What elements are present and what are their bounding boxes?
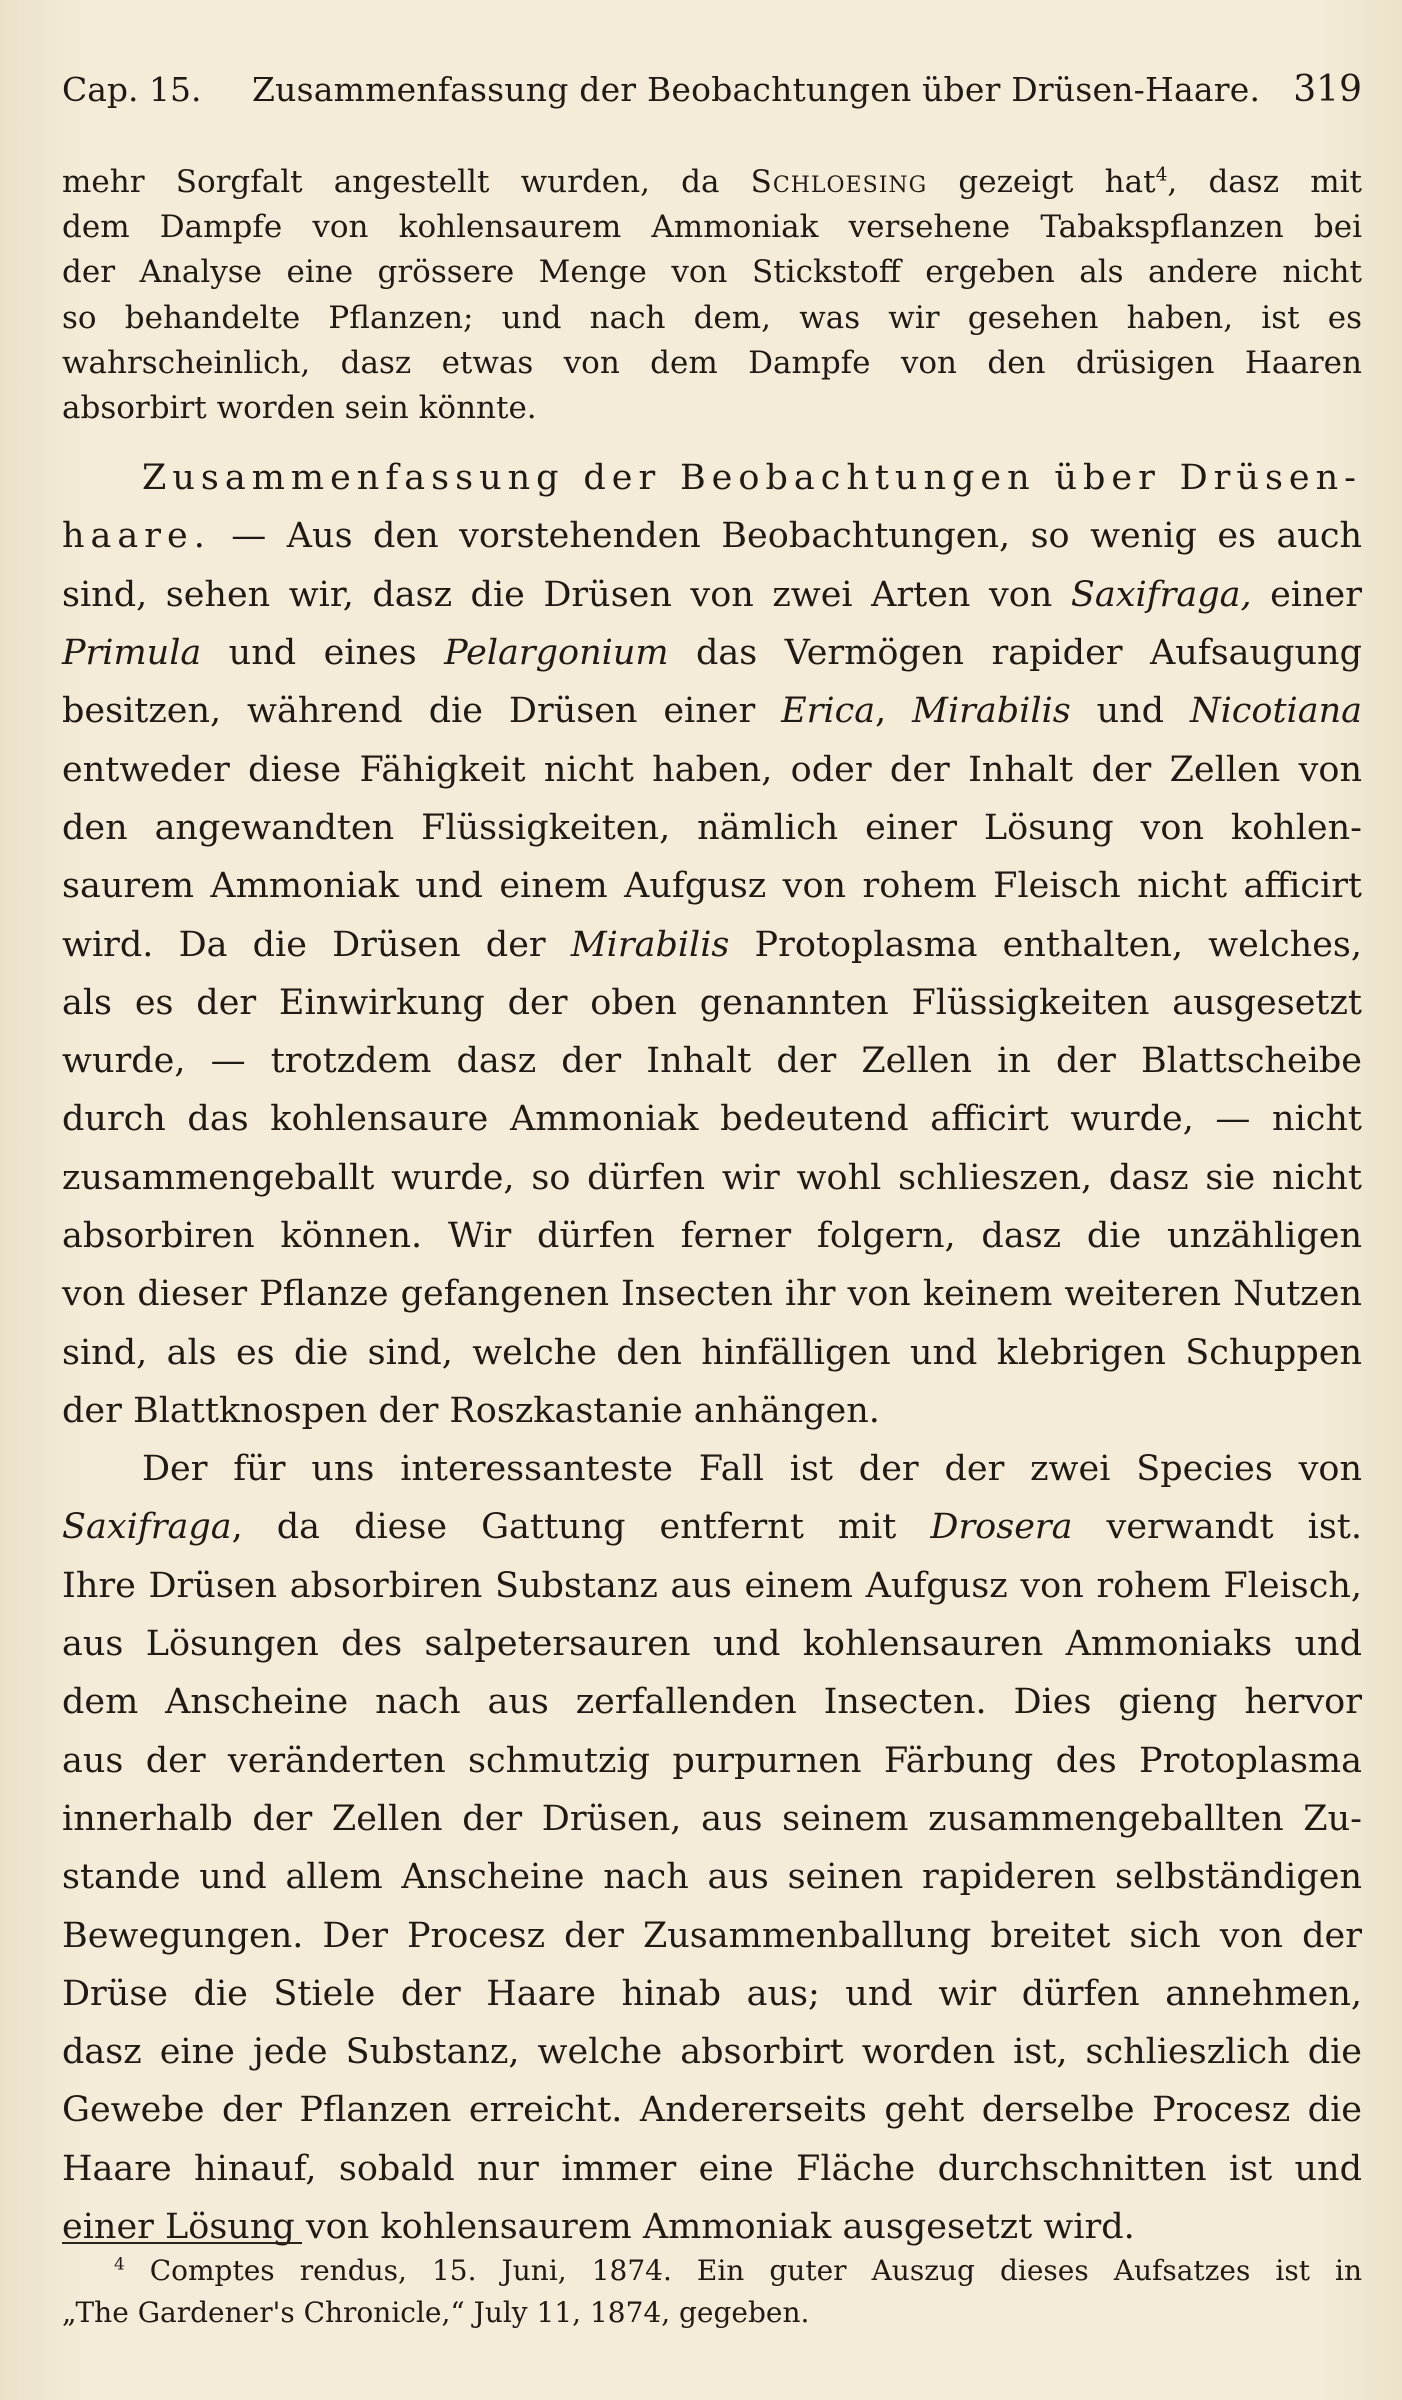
section-heading: Zusammenfassung der Beobachtungen über Drüsen- xyxy=(142,458,1362,499)
author-name: Schloesing xyxy=(750,164,928,200)
text-line: dasz eine jede Substanz, welche absorbirt worden ist, schlieszlich die xyxy=(62,2032,1362,2073)
footnote xyxy=(62,2250,1362,2334)
text-line: aus Lösungen des salpetersauren und kohlensauren Ammoniaks und xyxy=(62,1624,1362,1665)
text-line: sind, sehen wir, dasz die Drüsen von zwei Arten von Saxifraga, einer xyxy=(62,574,1362,615)
text-line: Ihre Drüsen absorbiren Substanz aus einem Aufgusz von rohem Fleisch, xyxy=(62,1565,1362,1606)
text-line: Saxifraga, da diese Gattung entfernt mit Drosera verwandt ist. xyxy=(62,1507,1362,1548)
footnote-divider xyxy=(62,2242,302,2244)
text-line: wurde, — trotzdem dasz der Inhalt der Zellen in der Blattscheibe xyxy=(62,1041,1362,1082)
species-name: Mirabilis xyxy=(570,924,730,965)
text-line: haare. — Aus den vorstehenden Beobachtungen, so wenig es auch xyxy=(62,516,1362,557)
text-line: stande und allem Anscheine nach aus seinen rapideren selbständigen xyxy=(62,1857,1362,1898)
text-line: als es der Einwirkung der oben genannten Flüssigkeiten ausgesetzt xyxy=(62,982,1362,1023)
text-line: absorbirt worden sein könnte. xyxy=(62,389,537,426)
text-line: der Analyse eine grössere Menge von Stickstoff ergeben als andere nicht xyxy=(62,254,1362,291)
text-line: wahrscheinlich, dasz etwas von dem Dampfe von den drüsigen Haaren xyxy=(62,344,1362,381)
page-number: 319 xyxy=(1293,69,1362,110)
text-line: einer Lösung von kohlensaurem Ammoniak ausgesetzt wird. xyxy=(62,2207,1135,2248)
text-line: wird. Da die Drüsen der Mirabilis Protoplasma enthalten, welches, xyxy=(62,924,1362,965)
text-line: so behandelte Pflanzen; und nach dem, was wir gesehen haben, ist es xyxy=(62,299,1362,336)
text-line: der Blattknospen der Roszkastanie anhängen. xyxy=(62,1390,880,1431)
species-name: Erica xyxy=(781,691,876,732)
text-line: von dieser Pflanze gefangenen Insecten ihr von keinem weiteren Nutzen xyxy=(62,1274,1362,1315)
footnote-mark: 4 xyxy=(114,2253,125,2274)
running-header xyxy=(62,60,1362,120)
chapter-label: Cap. 15. xyxy=(62,70,202,109)
text-line: saurem Ammoniak und einem Aufgusz von rohem Fleisch nicht afficirt xyxy=(62,866,1362,907)
text-line: dem Dampfe von kohlensaurem Ammoniak versehene Tabakspflanzen bei xyxy=(62,209,1362,246)
text-line: Drüse die Stiele der Haare hinab aus; und wir dürfen annehmen, xyxy=(62,1973,1362,2014)
text-line: den angewandten Flüssigkeiten, nämlich einer Lösung von kohlen- xyxy=(62,807,1362,848)
text-line: Der für uns interessanteste Fall ist der der zwei Species von xyxy=(142,1449,1362,1490)
species-name: Pelargonium xyxy=(444,633,669,674)
text-line: entweder diese Fähigkeit nicht haben, oder der Inhalt der Zellen von xyxy=(62,749,1362,790)
text-line: durch das kohlensaure Ammoniak bedeutend afficirt wurde, — nicht xyxy=(62,1099,1362,1140)
footnote-line: $^4$ Comptes rendus, 15. Juni, 1874. Ein guter Auszug dieses Aufsatzes ist in xyxy=(114,2253,1362,2287)
paragraph-2 xyxy=(62,449,1362,1440)
text-line: Primula und eines Pelargonium das Vermögen rapider Aufsaugung xyxy=(62,633,1362,674)
text-line: absorbiren können. Wir dürfen ferner folgern, dasz die unzähligen xyxy=(62,1215,1362,1256)
species-name: Drosera xyxy=(930,1507,1073,1548)
species-name: Primula xyxy=(62,633,202,674)
species-name: Nicotiana xyxy=(1189,691,1362,732)
text-line: Gewebe der Pflanzen erreicht. Andererseits geht derselbe Procesz die xyxy=(62,2090,1362,2131)
text-line: aus der veränderten schmutzig purpurnen Färbung des Protoplasma xyxy=(62,1740,1362,1781)
text-line: innerhalb der Zellen der Drüsen, aus seinem zusammengeballten Zu- xyxy=(62,1798,1362,1839)
footnote-line: „The Gardener's Chronicle,“ July 11, 1874, gegeben. xyxy=(62,2296,810,2329)
running-title: Zusammenfassung der Beobachtungen über Drüsen-Haare. xyxy=(252,70,1261,109)
main-text xyxy=(62,160,1362,2256)
paragraph-1 xyxy=(62,160,1362,431)
paragraph-3 xyxy=(62,1440,1362,2256)
text-line: Haare hinauf, sobald nur immer eine Fläche durchschnitten ist und xyxy=(62,2148,1362,2189)
species-name: Saxifraga, xyxy=(1070,574,1252,615)
species-name: Mirabilis xyxy=(912,691,1071,732)
footnote-ref: 4 xyxy=(1155,164,1168,186)
text-line: sind, als es die sind, welche den hinfälligen und klebrigen Schuppen xyxy=(62,1332,1362,1373)
text-line: Bewegungen. Der Procesz der Zusammenballung breitet sich von der xyxy=(62,1915,1362,1956)
text-line: zusammengeballt wurde, so dürfen wir wohl schlieszen, dasz sie nicht xyxy=(62,1157,1362,1198)
species-name: Saxifraga xyxy=(62,1507,232,1548)
text-line: dem Anscheine nach aus zerfallenden Insecten. Dies gieng hervor xyxy=(62,1682,1362,1723)
text-line: besitzen, während die Drüsen einer Erica, Mirabilis und Nicotiana xyxy=(62,691,1362,732)
text-line: mehr Sorgfalt angestellt wurden, da Schloesing gezeigt hat$^4$, dasz mit xyxy=(62,164,1362,200)
